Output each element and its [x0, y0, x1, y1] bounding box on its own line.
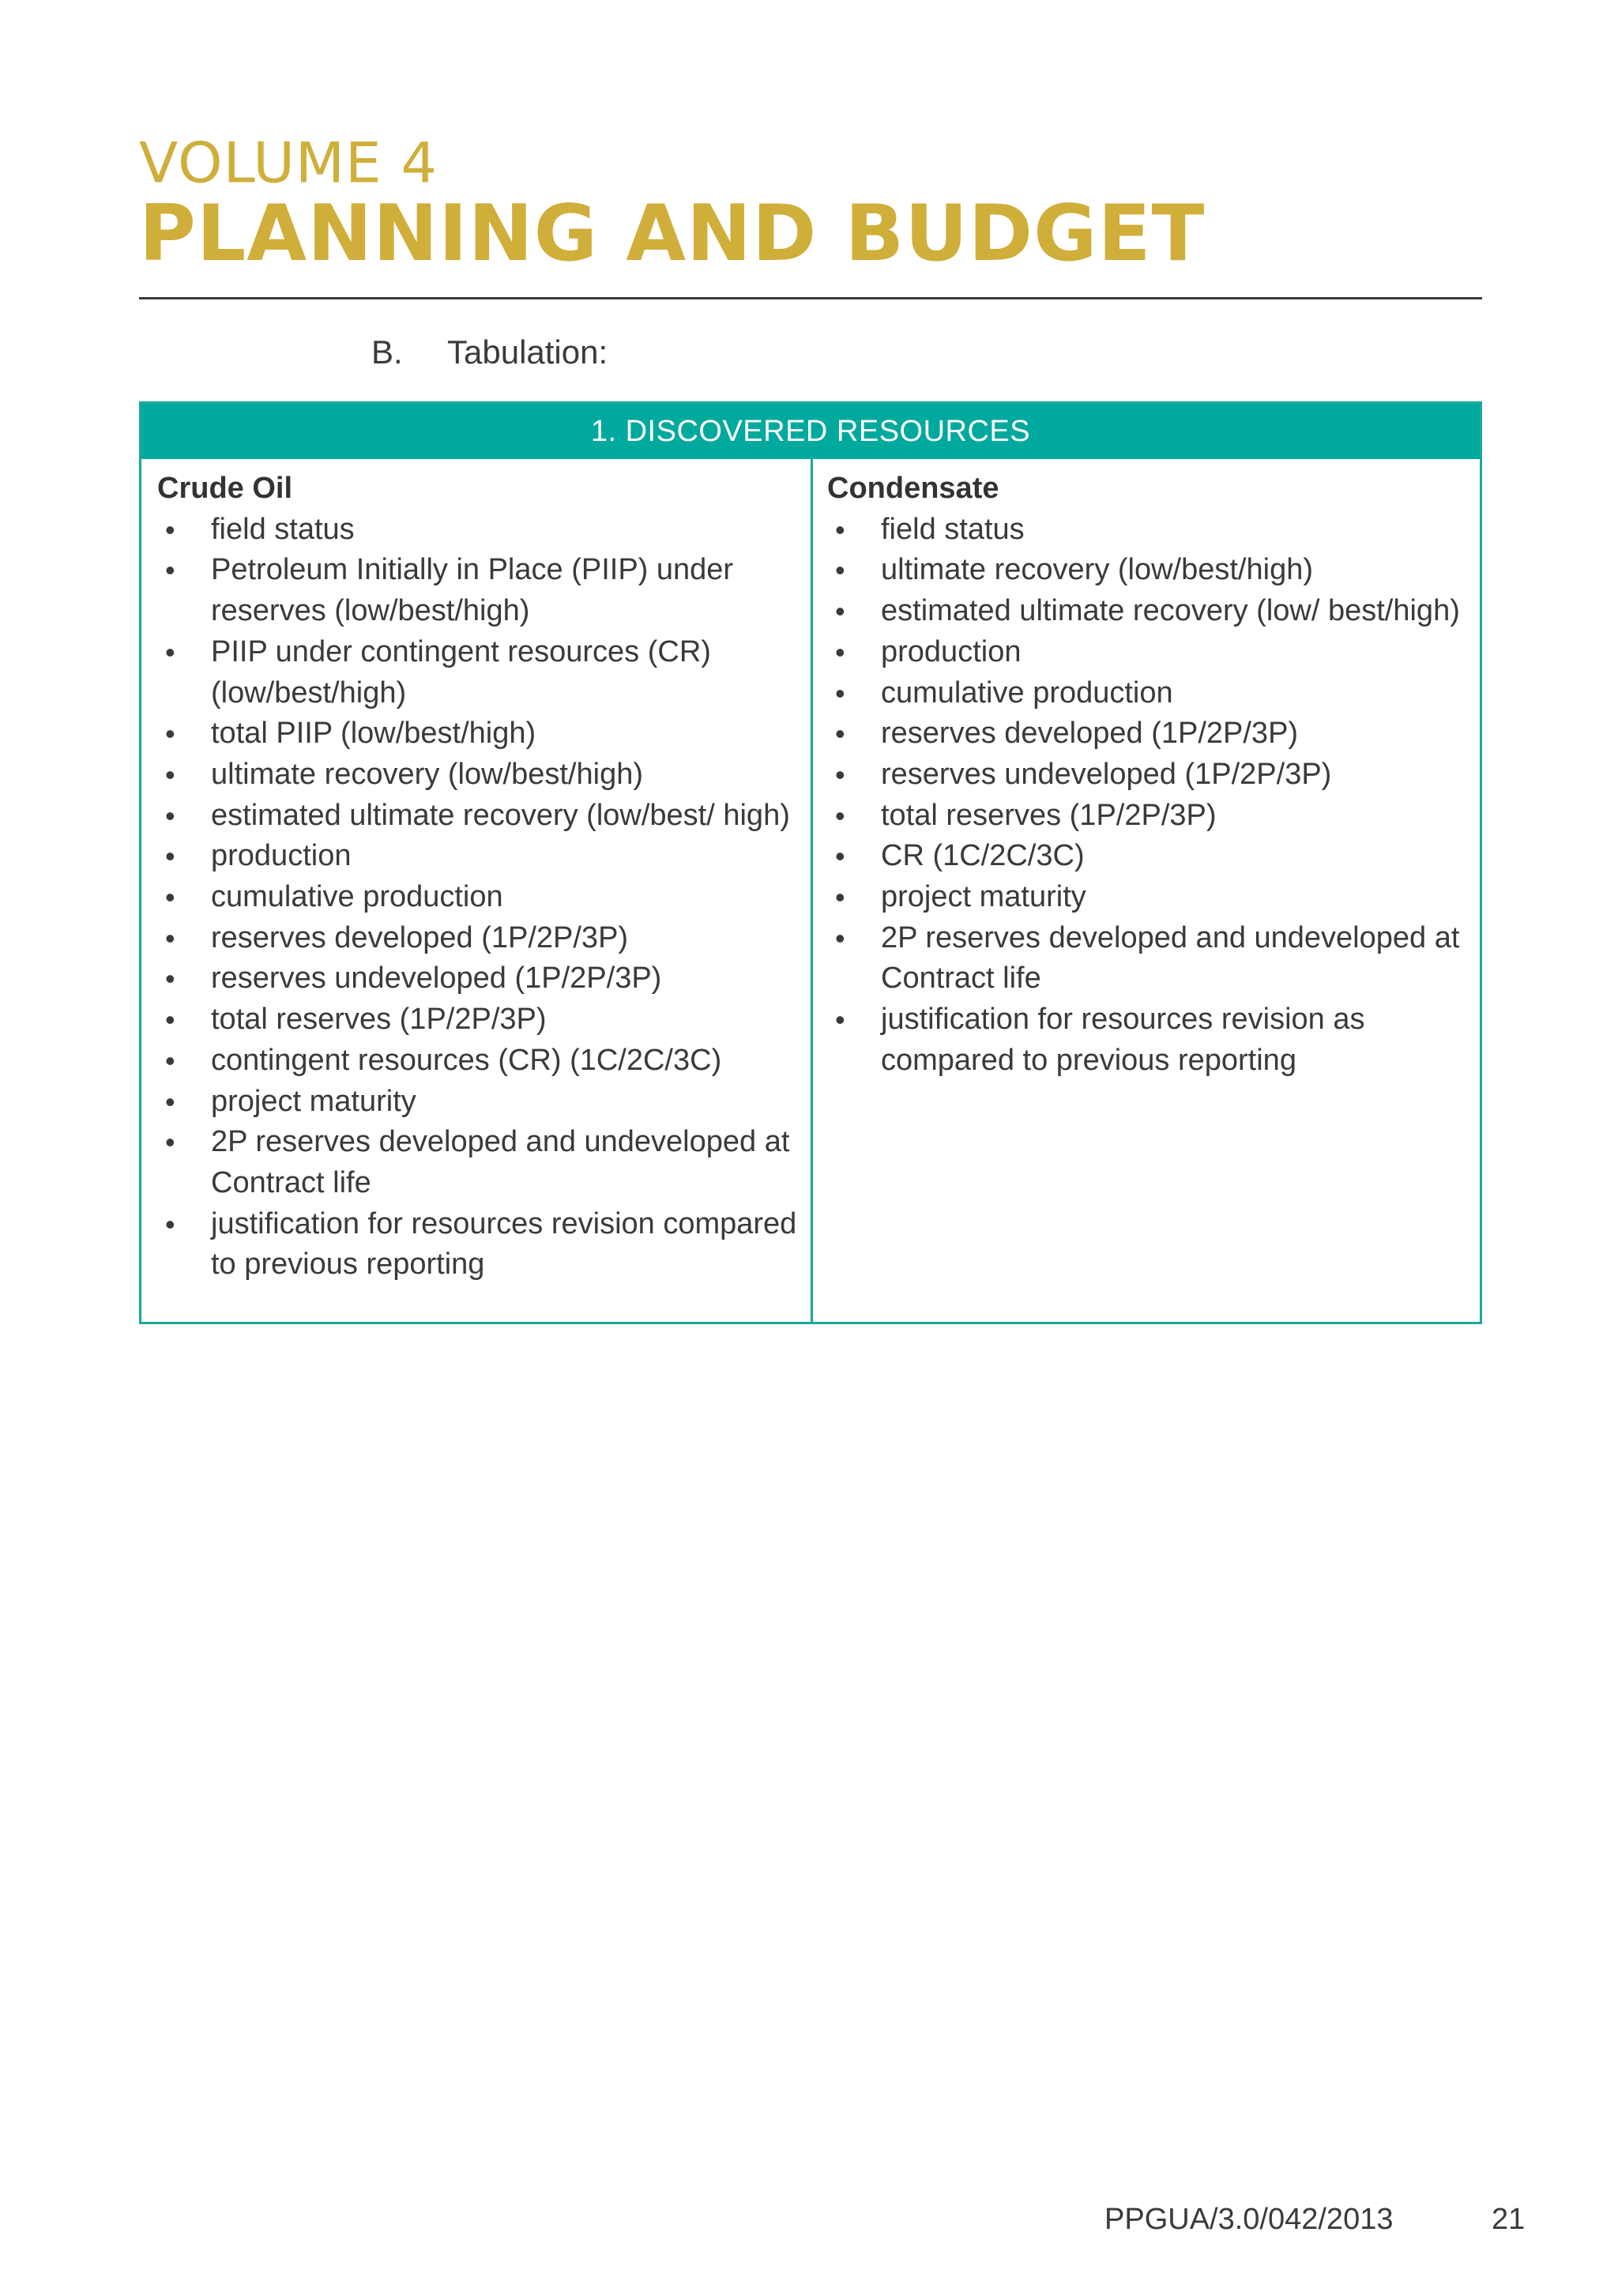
list-item: • contingent resources (CR) (1C/2C/3C): [157, 1041, 797, 1082]
list-item: • CR (1C/2C/3C): [827, 836, 1467, 877]
list-item: • production: [157, 836, 797, 877]
section-letter: B.: [371, 333, 403, 371]
list-item: • reserves developed (1P/2P/3P): [157, 918, 797, 959]
header-divider: [139, 297, 1482, 299]
condensate-column: [827, 469, 1467, 1082]
crude-oil-list: [157, 510, 797, 1285]
list-item: • field status: [827, 510, 1467, 551]
list-item: • estimated ultimate recovery (low/ best/high): [827, 591, 1467, 632]
table-heading: 1. DISCOVERED RESOURCES: [141, 404, 1480, 459]
list-item: • total PIIP (low/best/high): [157, 713, 797, 755]
list-item: • ultimate recovery (low/best/high): [157, 755, 797, 796]
column-divider: [811, 459, 813, 1322]
list-item: • reserves undeveloped (1P/2P/3P): [157, 958, 797, 999]
list-item: • project maturity: [157, 1082, 797, 1123]
list-item: • cumulative production: [157, 877, 797, 918]
volume-title: PLANNING AND BUDGET: [139, 189, 1206, 279]
list-item: • 2P reserves developed and undeveloped at Contract life: [827, 918, 1467, 999]
document-code: PPGUA/3.0/042/2013: [1104, 2203, 1394, 2236]
list-item: • project maturity: [827, 877, 1467, 918]
list-item: • production: [827, 632, 1467, 673]
condensate-title: Condensate: [827, 472, 999, 505]
list-item: • justification for resources revision as compared to previous reporting: [827, 999, 1467, 1081]
list-item: • cumulative production: [827, 673, 1467, 714]
list-item: • ultimate recovery (low/best/high): [827, 550, 1467, 591]
list-item: • PIIP under contingent resources (CR) (low/best/high): [157, 632, 797, 713]
list-item: • estimated ultimate recovery (low/best/ high): [157, 796, 797, 837]
list-item: • total reserves (1P/2P/3P): [827, 796, 1467, 837]
page-number: 21: [1492, 2203, 1526, 2236]
list-item: • field status: [157, 510, 797, 551]
list-item: • 2P reserves developed and undeveloped at Contract life: [157, 1122, 797, 1203]
section-heading: [371, 330, 608, 375]
list-item: • reserves undeveloped (1P/2P/3P): [827, 755, 1467, 796]
list-item: • justification for resources revision compared to previous reporting: [157, 1204, 797, 1285]
section-label: Tabulation:: [447, 333, 608, 371]
crude-oil-column: [157, 469, 797, 1285]
list-item: • total reserves (1P/2P/3P): [157, 999, 797, 1041]
list-item: • reserves developed (1P/2P/3P): [827, 713, 1467, 755]
volume-label: VOLUME 4: [139, 130, 438, 196]
discovered-resources-table: [139, 401, 1482, 1324]
list-item: • Petroleum Initially in Place (PIIP) under reserves (low/best/high): [157, 550, 797, 631]
condensate-list: [827, 510, 1467, 1082]
crude-oil-title: Crude Oil: [157, 472, 293, 505]
